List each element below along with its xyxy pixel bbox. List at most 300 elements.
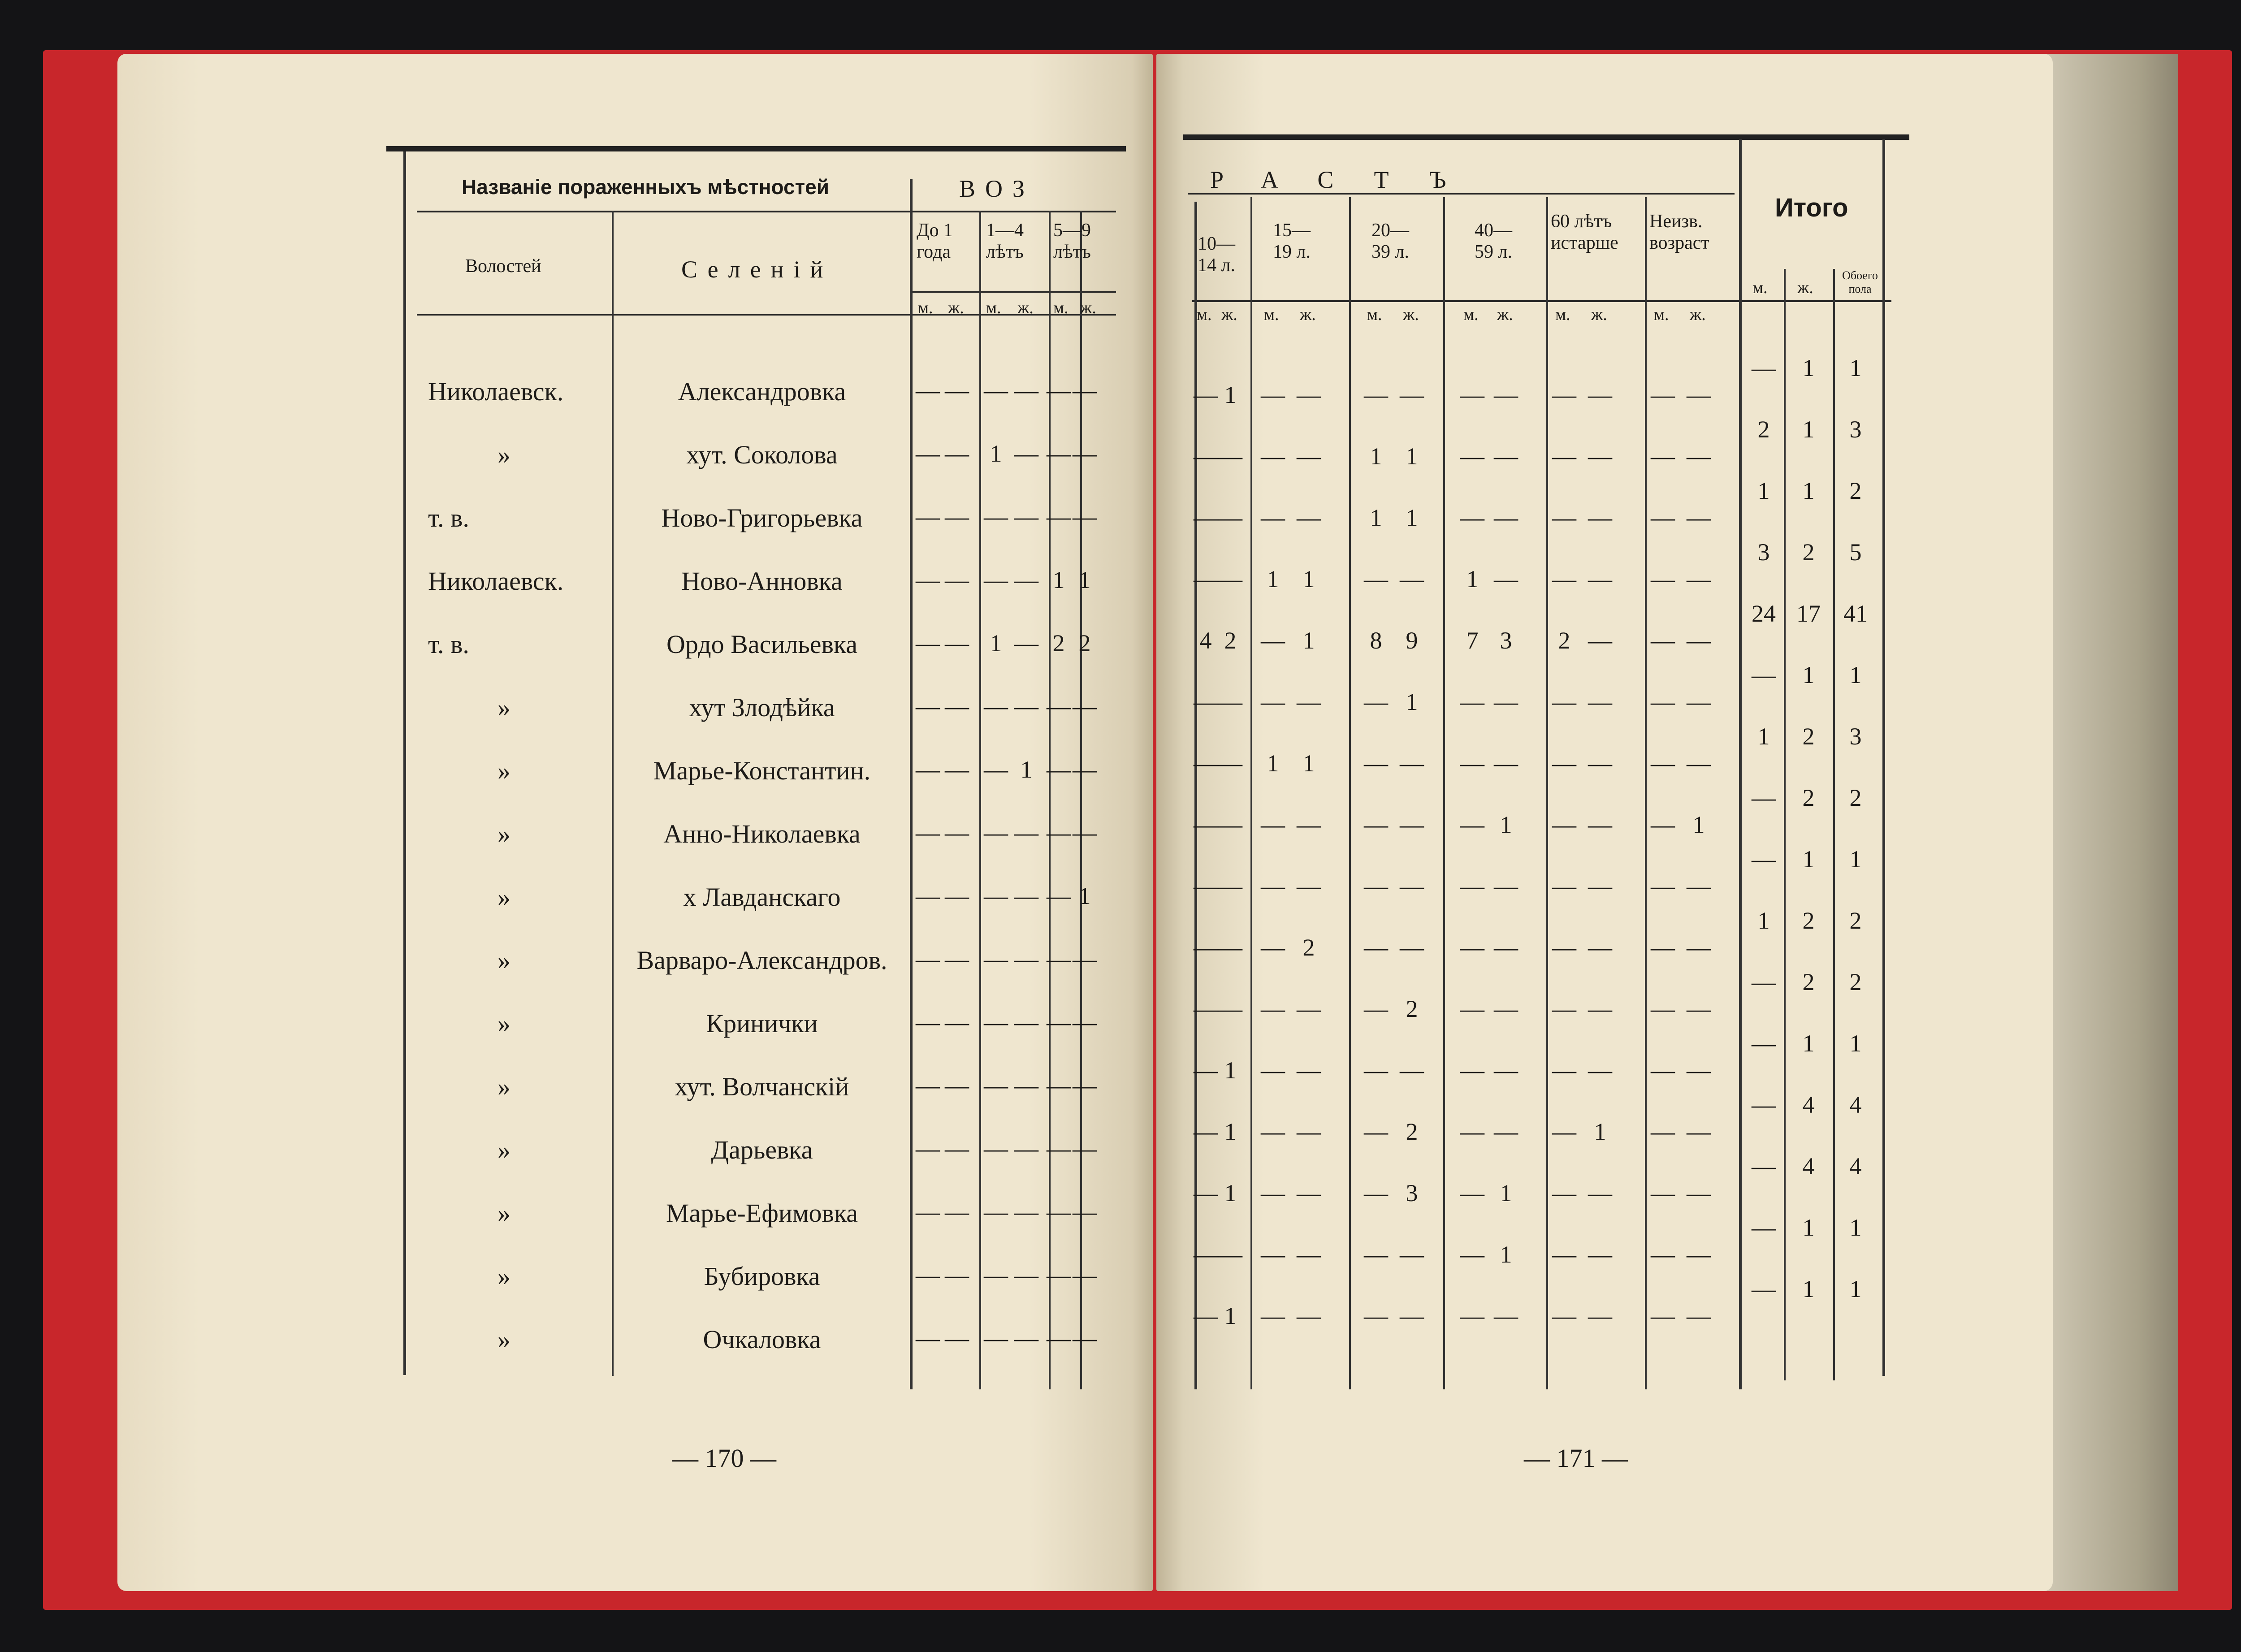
age-count-cell: — bbox=[945, 1262, 969, 1289]
age-count-cell: — bbox=[1014, 819, 1038, 846]
age-count-cell: — bbox=[1261, 381, 1285, 408]
age-count-cell: — bbox=[945, 756, 969, 783]
right-col-divider bbox=[1443, 197, 1445, 1389]
age-count-cell: — bbox=[945, 1198, 969, 1225]
age-word-left: ВОЗ bbox=[959, 175, 1035, 202]
selo-cell: Марье-Константин. bbox=[653, 756, 871, 785]
age-count-cell: 1 bbox=[1692, 811, 1705, 838]
age-count-cell: — bbox=[1297, 1302, 1321, 1329]
age-count-cell: 2 bbox=[1406, 995, 1418, 1022]
total-cell: — bbox=[1752, 1153, 1776, 1180]
age-count-cell: — bbox=[1687, 627, 1711, 654]
age-count-cell: — bbox=[1014, 1198, 1038, 1225]
selo-cell: хут. Волчанскій bbox=[675, 1072, 849, 1101]
age-count-cell: 1 bbox=[1224, 1118, 1237, 1145]
age-count-cell: — bbox=[1400, 873, 1424, 900]
age-count-cell: 4 bbox=[1199, 627, 1212, 654]
age-count-cell: — bbox=[916, 1072, 940, 1099]
age-count-cell: 2 bbox=[1078, 630, 1091, 657]
age-count-cell: — bbox=[1588, 934, 1612, 961]
age-count-cell: — bbox=[1494, 750, 1518, 777]
volost-cell: » bbox=[498, 693, 510, 722]
age-count-cell: — bbox=[1651, 934, 1675, 961]
age-count-cell: — bbox=[1687, 688, 1711, 715]
total-cell: 2 bbox=[1849, 907, 1862, 934]
age-count-cell: — bbox=[1364, 1241, 1388, 1268]
sex-label: ж. bbox=[1591, 305, 1607, 324]
total-cell: 1 bbox=[1849, 846, 1862, 873]
age-count-cell: — bbox=[1494, 443, 1518, 470]
age-count-cell: 1 bbox=[1052, 567, 1065, 593]
sex-label: ж. bbox=[1497, 305, 1513, 324]
selo-cell: хут. Соколова bbox=[686, 440, 838, 469]
total-cell: 1 bbox=[1802, 416, 1815, 443]
sex-label: ж. bbox=[1690, 305, 1706, 324]
sex-label: ж. bbox=[1017, 298, 1034, 317]
age-count-cell: 2 bbox=[1224, 627, 1237, 654]
age-count-cell: — bbox=[1047, 1198, 1071, 1225]
age-count-cell: — bbox=[1651, 1118, 1675, 1145]
age-count-cell: 1 bbox=[1370, 443, 1382, 470]
age-count-cell: — bbox=[1194, 1057, 1218, 1084]
age-count-cell: — bbox=[1588, 995, 1612, 1022]
right-top-rule bbox=[1183, 134, 1909, 140]
age-count-cell: 1 bbox=[1370, 504, 1382, 531]
age-count-cell: — bbox=[1364, 566, 1388, 592]
age-count-cell: — bbox=[1687, 934, 1711, 961]
age-count-cell: — bbox=[1494, 1057, 1518, 1084]
age-count-cell: — bbox=[1073, 819, 1097, 846]
age-count-cell: — bbox=[1400, 934, 1424, 961]
age-count-cell: — bbox=[1687, 1180, 1711, 1207]
age-count-cell: — bbox=[1073, 503, 1097, 530]
age-count-cell: — bbox=[1552, 381, 1576, 408]
sex-label: ж. bbox=[1080, 298, 1096, 317]
age-count-cell: — bbox=[1552, 811, 1576, 838]
sex-label: м. bbox=[1463, 305, 1479, 324]
age-group-label: 10— 14 л. bbox=[1198, 234, 1235, 276]
total-cell: 2 bbox=[1849, 784, 1862, 811]
age-count-cell: 1 bbox=[1406, 443, 1418, 470]
age-count-cell: — bbox=[1047, 882, 1071, 909]
age-count-cell: — bbox=[945, 882, 969, 909]
column-selo-header: Селеній bbox=[681, 256, 833, 283]
age-count-cell: — bbox=[1218, 688, 1242, 715]
total-cell: 4 bbox=[1849, 1091, 1862, 1118]
age-count-cell: 1 bbox=[1500, 1180, 1512, 1207]
age-count-cell: — bbox=[1460, 1302, 1484, 1329]
total-cell: — bbox=[1752, 846, 1776, 873]
total-cell: 41 bbox=[1843, 600, 1868, 627]
age-count-cell: — bbox=[916, 1135, 940, 1162]
age-group-label: Неизв. возраст bbox=[1649, 211, 1709, 253]
age-count-cell: — bbox=[1261, 995, 1285, 1022]
age-count-cell: — bbox=[1014, 1325, 1038, 1352]
age-count-cell: — bbox=[1400, 1302, 1424, 1329]
total-cell: 1 bbox=[1757, 907, 1770, 934]
volost-cell: » bbox=[498, 1072, 510, 1101]
age-count-cell: 1 bbox=[1302, 627, 1315, 654]
age-count-cell: — bbox=[945, 819, 969, 846]
age-count-cell: — bbox=[1014, 693, 1038, 720]
age-group-label: 1—4 лѣтъ bbox=[986, 220, 1024, 262]
age-count-cell: — bbox=[945, 440, 969, 467]
age-count-cell: — bbox=[1651, 1302, 1675, 1329]
age-count-cell: — bbox=[1687, 443, 1711, 470]
age-count-cell: — bbox=[1014, 377, 1038, 404]
age-count-cell: — bbox=[1261, 1302, 1285, 1329]
age-count-cell: — bbox=[1494, 1302, 1518, 1329]
age-count-cell: — bbox=[1047, 1009, 1071, 1036]
age-count-cell: — bbox=[916, 1009, 940, 1036]
age-count-cell: — bbox=[1460, 381, 1484, 408]
selo-cell: Очкаловка bbox=[703, 1325, 821, 1354]
age-count-cell: — bbox=[1552, 566, 1576, 592]
age-count-cell: — bbox=[1047, 1072, 1071, 1099]
right-col-divider bbox=[1194, 202, 1197, 1389]
age-count-cell: — bbox=[1400, 811, 1424, 838]
age-count-cell: — bbox=[945, 503, 969, 530]
age-count-cell: — bbox=[1047, 946, 1071, 973]
sex-label: м. bbox=[1367, 305, 1382, 324]
age-count-cell: 1 bbox=[990, 630, 1002, 657]
age-count-cell: 1 bbox=[1267, 750, 1279, 777]
age-count-cell: — bbox=[1552, 750, 1576, 777]
age-count-cell: — bbox=[1218, 566, 1242, 592]
age-count-cell: — bbox=[1460, 1241, 1484, 1268]
selo-cell: Бубировка bbox=[704, 1262, 820, 1291]
age-count-cell: — bbox=[1364, 381, 1388, 408]
age-count-cell: — bbox=[916, 946, 940, 973]
age-count-cell: — bbox=[984, 693, 1008, 720]
age-count-cell: — bbox=[1687, 504, 1711, 531]
age-count-cell: — bbox=[1218, 750, 1242, 777]
age-count-cell: — bbox=[1261, 934, 1285, 961]
age-count-cell: — bbox=[1047, 819, 1071, 846]
volost-cell: » bbox=[498, 819, 510, 848]
sex-label: ж. bbox=[1300, 305, 1316, 324]
total-cell: 2 bbox=[1802, 907, 1815, 934]
age-count-cell: — bbox=[1460, 443, 1484, 470]
age-count-cell: — bbox=[1400, 1057, 1424, 1084]
age-count-cell: — bbox=[945, 630, 969, 657]
column-volost-header: Волостей bbox=[465, 256, 541, 277]
age-count-cell: — bbox=[1687, 381, 1711, 408]
age-count-cell: — bbox=[1364, 1118, 1388, 1145]
age-count-cell: — bbox=[1588, 1057, 1612, 1084]
volost-cell: » bbox=[498, 882, 510, 912]
right-col-divider bbox=[1645, 197, 1647, 1389]
total-cell: — bbox=[1752, 1091, 1776, 1118]
total-cell: 2 bbox=[1802, 969, 1815, 995]
age-count-cell: — bbox=[945, 1072, 969, 1099]
age-count-cell: — bbox=[1218, 873, 1242, 900]
sex-label: ж. bbox=[948, 298, 964, 317]
age-count-cell: — bbox=[1194, 873, 1218, 900]
age-count-cell: — bbox=[916, 1198, 940, 1225]
age-count-cell: — bbox=[1014, 630, 1038, 657]
sex-label: м. bbox=[1053, 298, 1069, 317]
age-count-cell: — bbox=[1364, 688, 1388, 715]
age-count-cell: — bbox=[1073, 1198, 1097, 1225]
age-count-cell: — bbox=[1194, 1118, 1218, 1145]
volost-cell: » bbox=[498, 1262, 510, 1291]
age-count-cell: — bbox=[1047, 377, 1071, 404]
age-count-cell: — bbox=[1297, 504, 1321, 531]
right-col-divider bbox=[1349, 197, 1351, 1389]
age-count-cell: 1 bbox=[1500, 1241, 1512, 1268]
age-count-cell: — bbox=[1014, 1135, 1038, 1162]
age-word-right: РАСТЪ bbox=[1210, 166, 1487, 193]
age-count-cell: — bbox=[984, 1009, 1008, 1036]
age-count-cell: — bbox=[1651, 688, 1675, 715]
total-cell: — bbox=[1752, 1214, 1776, 1241]
left-table-title: Названіе пораженныхъ мѣстностей bbox=[462, 175, 830, 199]
selo-cell: Варваро-Александров. bbox=[636, 946, 887, 975]
age-count-cell: — bbox=[1651, 1241, 1675, 1268]
age-count-cell: 1 bbox=[1078, 882, 1091, 909]
age-count-cell: 9 bbox=[1406, 627, 1418, 654]
age-count-cell: — bbox=[1460, 1180, 1484, 1207]
age-count-cell: — bbox=[1261, 811, 1285, 838]
age-count-cell: — bbox=[984, 377, 1008, 404]
selo-cell: хут Злодѣйка bbox=[689, 693, 835, 722]
age-count-cell: 1 bbox=[1078, 567, 1091, 593]
age-count-cell: — bbox=[1073, 693, 1097, 720]
age-count-cell: — bbox=[1400, 1241, 1424, 1268]
age-count-cell: 8 bbox=[1370, 627, 1382, 654]
age-count-cell: — bbox=[1073, 1009, 1097, 1036]
age-count-cell: — bbox=[1194, 1180, 1218, 1207]
age-count-cell: — bbox=[1460, 1057, 1484, 1084]
age-count-cell: — bbox=[1651, 811, 1675, 838]
sex-label: м. bbox=[1555, 305, 1570, 324]
selo-cell: Ново-Григорьевка bbox=[661, 503, 863, 532]
age-count-cell: 1 bbox=[1224, 1180, 1237, 1207]
age-count-cell: — bbox=[984, 567, 1008, 593]
age-count-cell: 3 bbox=[1406, 1180, 1418, 1207]
age-count-cell: — bbox=[1261, 1180, 1285, 1207]
total-cell: 1 bbox=[1849, 1030, 1862, 1057]
age-count-cell: — bbox=[1552, 504, 1576, 531]
age-count-cell: — bbox=[1460, 811, 1484, 838]
age-count-cell: 1 bbox=[1267, 566, 1279, 592]
age-count-cell: — bbox=[1218, 504, 1242, 531]
age-count-cell: — bbox=[1297, 381, 1321, 408]
total-cell: — bbox=[1752, 969, 1776, 995]
age-count-cell: — bbox=[1047, 440, 1071, 467]
age-count-cell: — bbox=[1364, 995, 1388, 1022]
age-count-cell: — bbox=[1460, 1118, 1484, 1145]
folio-left: — 170 — bbox=[672, 1444, 776, 1473]
left-top-rule bbox=[386, 146, 1126, 151]
age-count-cell: — bbox=[1552, 1180, 1576, 1207]
right-sex-rule bbox=[1192, 300, 1891, 302]
total-cell: 4 bbox=[1849, 1153, 1862, 1180]
total-cell: 4 bbox=[1802, 1153, 1815, 1180]
right-outer-border bbox=[1882, 139, 1885, 1376]
total-cell: 1 bbox=[1849, 662, 1862, 688]
age-count-cell: — bbox=[1494, 1118, 1518, 1145]
volost-cell: » bbox=[498, 1325, 510, 1354]
total-cell: 1 bbox=[1802, 846, 1815, 873]
age-count-cell: — bbox=[1218, 811, 1242, 838]
age-count-cell: — bbox=[984, 1135, 1008, 1162]
age-count-cell: — bbox=[916, 377, 940, 404]
age-count-cell: — bbox=[1460, 934, 1484, 961]
selo-cell: Кринички bbox=[706, 1009, 818, 1038]
age-count-cell: — bbox=[1261, 1241, 1285, 1268]
age-count-cell: — bbox=[1588, 811, 1612, 838]
age-count-cell: — bbox=[1194, 443, 1218, 470]
age-count-cell: — bbox=[1494, 934, 1518, 961]
age-count-cell: — bbox=[1687, 1302, 1711, 1329]
age-count-cell: — bbox=[1588, 750, 1612, 777]
age-count-cell: — bbox=[1494, 566, 1518, 592]
right-col-divider bbox=[1546, 197, 1548, 1389]
age-count-cell: — bbox=[1651, 443, 1675, 470]
total-cell: 2 bbox=[1849, 969, 1862, 995]
age-count-cell: — bbox=[1687, 750, 1711, 777]
age-count-cell: — bbox=[1460, 688, 1484, 715]
total-cell: 1 bbox=[1802, 477, 1815, 504]
age-count-cell: — bbox=[916, 440, 940, 467]
total-cell: 4 bbox=[1802, 1091, 1815, 1118]
total-cell: 5 bbox=[1849, 539, 1862, 566]
age-count-cell: — bbox=[1073, 377, 1097, 404]
age-count-cell: — bbox=[1651, 566, 1675, 592]
age-count-cell: — bbox=[1297, 995, 1321, 1022]
total-sub-label: ж. bbox=[1797, 278, 1813, 297]
age-count-cell: 1 bbox=[1224, 1057, 1237, 1084]
age-count-cell: — bbox=[1588, 381, 1612, 408]
age-count-cell: — bbox=[945, 1009, 969, 1036]
age-count-cell: — bbox=[1047, 693, 1071, 720]
total-sub-label: м. bbox=[1752, 278, 1768, 297]
age-count-cell: — bbox=[1073, 1135, 1097, 1162]
age-count-cell: — bbox=[1047, 756, 1071, 783]
volost-cell: т. в. bbox=[428, 503, 469, 532]
age-count-cell: — bbox=[1552, 934, 1576, 961]
age-count-cell: — bbox=[1588, 1180, 1612, 1207]
age-count-cell: — bbox=[945, 567, 969, 593]
age-count-cell: — bbox=[1297, 1180, 1321, 1207]
age-count-cell: — bbox=[916, 567, 940, 593]
age-count-cell: — bbox=[1400, 750, 1424, 777]
age-count-cell: — bbox=[1552, 1057, 1576, 1084]
age-count-cell: — bbox=[1261, 504, 1285, 531]
total-cell: — bbox=[1752, 784, 1776, 811]
age-count-cell: — bbox=[1297, 873, 1321, 900]
age-count-cell: — bbox=[1588, 1302, 1612, 1329]
age-count-cell: — bbox=[1047, 503, 1071, 530]
age-count-cell: — bbox=[1651, 1057, 1675, 1084]
age-count-cell: — bbox=[1073, 946, 1097, 973]
volost-cell: Николаевск. bbox=[428, 377, 564, 406]
volost-cell: » bbox=[498, 756, 510, 785]
volost-cell: Николаевск. bbox=[428, 567, 564, 596]
age-count-cell: — bbox=[916, 756, 940, 783]
left-outer-border bbox=[403, 151, 406, 1375]
age-count-cell: — bbox=[916, 819, 940, 846]
age-group-label: 5—9 лѣтъ bbox=[1053, 220, 1091, 262]
age-count-cell: — bbox=[916, 630, 940, 657]
selo-cell: Александровка bbox=[678, 377, 846, 406]
total-cell: 17 bbox=[1796, 600, 1821, 627]
age-count-cell: — bbox=[945, 946, 969, 973]
age-count-cell: — bbox=[1073, 1072, 1097, 1099]
age-count-cell: — bbox=[1297, 1241, 1321, 1268]
age-count-cell: — bbox=[1194, 1302, 1218, 1329]
age-count-cell: — bbox=[984, 1262, 1008, 1289]
age-count-cell: 1 bbox=[1302, 750, 1315, 777]
age-count-cell: — bbox=[1297, 1057, 1321, 1084]
age-count-cell: — bbox=[1261, 627, 1285, 654]
age-count-cell: — bbox=[1552, 1118, 1576, 1145]
age-count-cell: — bbox=[1364, 934, 1388, 961]
age-count-cell: 7 bbox=[1466, 627, 1479, 654]
selo-cell: Дарьевка bbox=[711, 1135, 813, 1164]
age-count-cell: — bbox=[1047, 1262, 1071, 1289]
total-cell: 3 bbox=[1849, 416, 1862, 443]
age-count-cell: — bbox=[1494, 873, 1518, 900]
age-count-cell: — bbox=[1651, 873, 1675, 900]
age-count-cell: — bbox=[984, 1072, 1008, 1099]
age-count-cell: — bbox=[984, 503, 1008, 530]
total-cell: — bbox=[1752, 1030, 1776, 1057]
age-count-cell: — bbox=[1261, 1118, 1285, 1145]
age-count-cell: — bbox=[1588, 1241, 1612, 1268]
volost-cell: » bbox=[498, 946, 510, 975]
age-count-cell: — bbox=[1460, 504, 1484, 531]
age-count-cell: — bbox=[1651, 995, 1675, 1022]
total-cell: 1 bbox=[1802, 1214, 1815, 1241]
age-count-cell: — bbox=[945, 693, 969, 720]
selo-cell: Марье-Ефимовка bbox=[666, 1198, 858, 1228]
age-count-cell: — bbox=[1014, 503, 1038, 530]
age-count-cell: — bbox=[945, 1135, 969, 1162]
total-cell: 1 bbox=[1849, 1276, 1862, 1302]
age-count-cell: — bbox=[984, 946, 1008, 973]
age-count-cell: — bbox=[1364, 750, 1388, 777]
age-count-cell: — bbox=[1261, 1057, 1285, 1084]
folio-right: — 171 — bbox=[1524, 1444, 1628, 1473]
age-count-cell: — bbox=[945, 1325, 969, 1352]
age-count-cell: — bbox=[1194, 750, 1218, 777]
age-count-cell: — bbox=[1194, 566, 1218, 592]
total-cell: — bbox=[1752, 662, 1776, 688]
age-count-cell: — bbox=[1494, 688, 1518, 715]
right-col-divider bbox=[1739, 139, 1742, 1389]
sex-label: м. bbox=[1197, 305, 1212, 324]
age-count-cell: — bbox=[1073, 756, 1097, 783]
age-count-cell: — bbox=[1073, 1325, 1097, 1352]
age-group-label: До 1 года bbox=[917, 220, 953, 262]
selo-cell: Ново-Анновка bbox=[681, 567, 843, 596]
age-count-cell: — bbox=[1047, 1325, 1071, 1352]
age-count-cell: — bbox=[1400, 381, 1424, 408]
age-count-cell: — bbox=[1588, 688, 1612, 715]
age-count-cell: — bbox=[1588, 504, 1612, 531]
age-count-cell: — bbox=[1687, 995, 1711, 1022]
age-count-cell: — bbox=[1494, 504, 1518, 531]
total-cell: 2 bbox=[1802, 723, 1815, 750]
age-count-cell: — bbox=[916, 693, 940, 720]
total-cell: — bbox=[1752, 355, 1776, 381]
age-count-cell: 3 bbox=[1500, 627, 1512, 654]
total-header: Итого bbox=[1775, 193, 1848, 222]
age-count-cell: — bbox=[1014, 946, 1038, 973]
